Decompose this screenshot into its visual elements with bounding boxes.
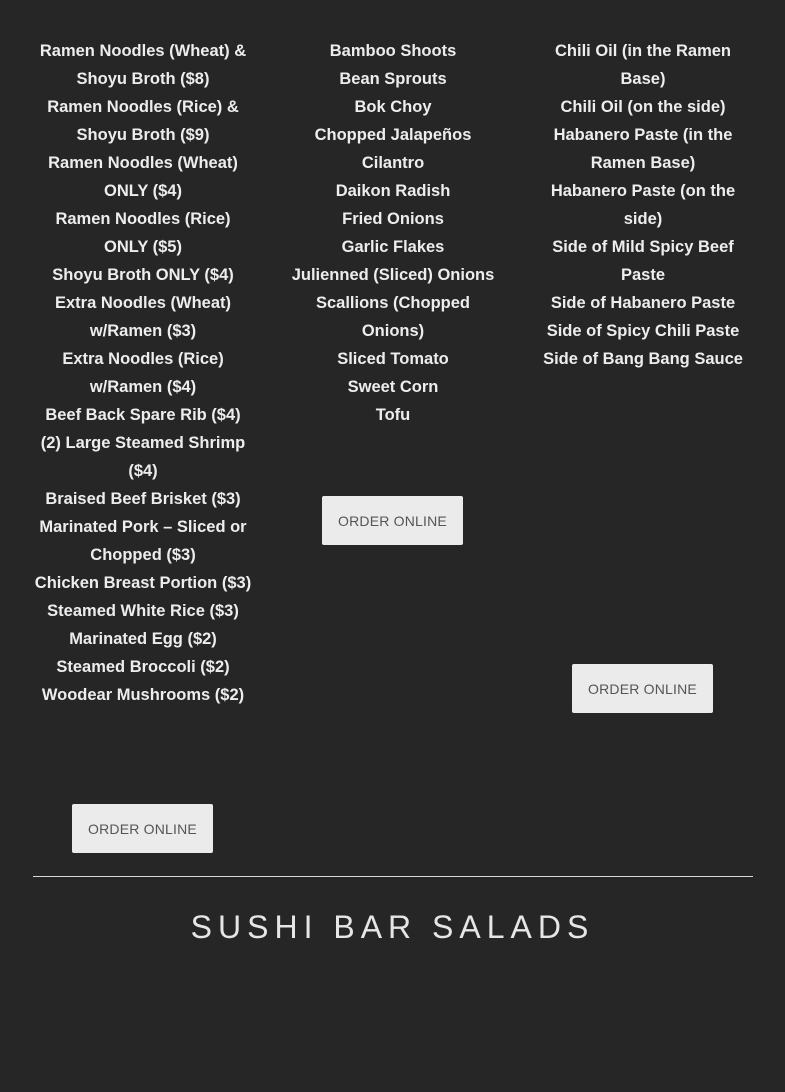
menu-item: Beef Back Spare Rib ($4) <box>45 406 241 424</box>
menu-item: Chicken Breast Portion ($3) <box>34 574 252 592</box>
menu-column-ramen-bases-proteins <box>33 37 253 709</box>
menu-item: Ramen Noodles (Rice) ONLY ($5) <box>55 210 231 256</box>
menu-item: Ramen Noodles (Wheat) & Shoyu Broth ($8) <box>39 42 247 88</box>
menu-item: Habanero Paste (on the side) <box>550 182 736 228</box>
menu-item: Chopped Jalapeños <box>314 126 472 144</box>
order-online-button[interactable]: ORDER ONLINE <box>322 496 463 545</box>
menu-item: Bamboo Shoots <box>329 42 457 60</box>
menu-item: Marinated Pork – Sliced or Chopped ($3) <box>39 518 247 564</box>
menu-item: Tofu <box>375 406 411 424</box>
menu-item: Ramen Noodles (Wheat) ONLY ($4) <box>48 154 238 200</box>
menu-item: Extra Noodles (Rice) w/Ramen ($4) <box>62 350 224 396</box>
menu-item: Chili Oil (on the side) <box>560 98 726 116</box>
menu-item: Bean Sprouts <box>339 70 447 88</box>
menu-item: Braised Beef Brisket ($3) <box>45 490 241 508</box>
menu-item: Fried Onions <box>342 210 444 228</box>
menu-item: Shoyu Broth ONLY ($4) <box>52 266 234 284</box>
section-title: SUSHI BAR SALADS <box>190 909 595 945</box>
menu-item: Side of Spicy Chili Paste <box>546 322 740 340</box>
menu-item: Ramen Noodles (Rice) & Shoyu Broth ($9) <box>47 98 239 144</box>
menu-column-vegetable-toppings <box>283 37 503 429</box>
order-online-button[interactable]: ORDER ONLINE <box>572 664 713 713</box>
menu-column-spicy-options <box>533 37 753 373</box>
menu-item: (2) Large Steamed Shrimp ($4) <box>40 434 246 480</box>
menu-item: Chili Oil (in the Ramen Base) <box>554 42 731 88</box>
menu-item-list <box>283 37 503 429</box>
menu-item: Julienned (Sliced) Onions <box>291 266 495 284</box>
menu-item: Habanero Paste (in the Ramen Base) <box>553 126 733 172</box>
menu-item: Bok Choy <box>354 98 432 116</box>
section-divider <box>33 876 753 877</box>
menu-item: Side of Habanero Paste <box>550 294 736 312</box>
menu-item: Side of Mild Spicy Beef Paste <box>552 238 734 284</box>
menu-item: Scallions (Chopped Onions) <box>315 294 470 340</box>
menu-item: Garlic Flakes <box>341 238 445 256</box>
menu-item: Sweet Corn <box>347 378 439 396</box>
menu-item-list <box>33 37 253 709</box>
menu-item: Cilantro <box>361 154 425 172</box>
menu-item-list <box>533 37 753 373</box>
menu-item: Steamed Broccoli ($2) <box>56 658 230 676</box>
menu-item: Sliced Tomato <box>337 350 449 368</box>
menu-item: Woodear Mushrooms ($2) <box>41 686 245 704</box>
menu-item: Steamed White Rice ($3) <box>47 602 239 620</box>
menu-item: Daikon Radish <box>335 182 451 200</box>
order-online-button[interactable]: ORDER ONLINE <box>72 804 213 853</box>
menu-item: Extra Noodles (Wheat) w/Ramen ($3) <box>54 294 232 340</box>
menu-item: Side of Bang Bang Sauce <box>543 350 743 368</box>
menu-item: Marinated Egg ($2) <box>69 630 217 648</box>
